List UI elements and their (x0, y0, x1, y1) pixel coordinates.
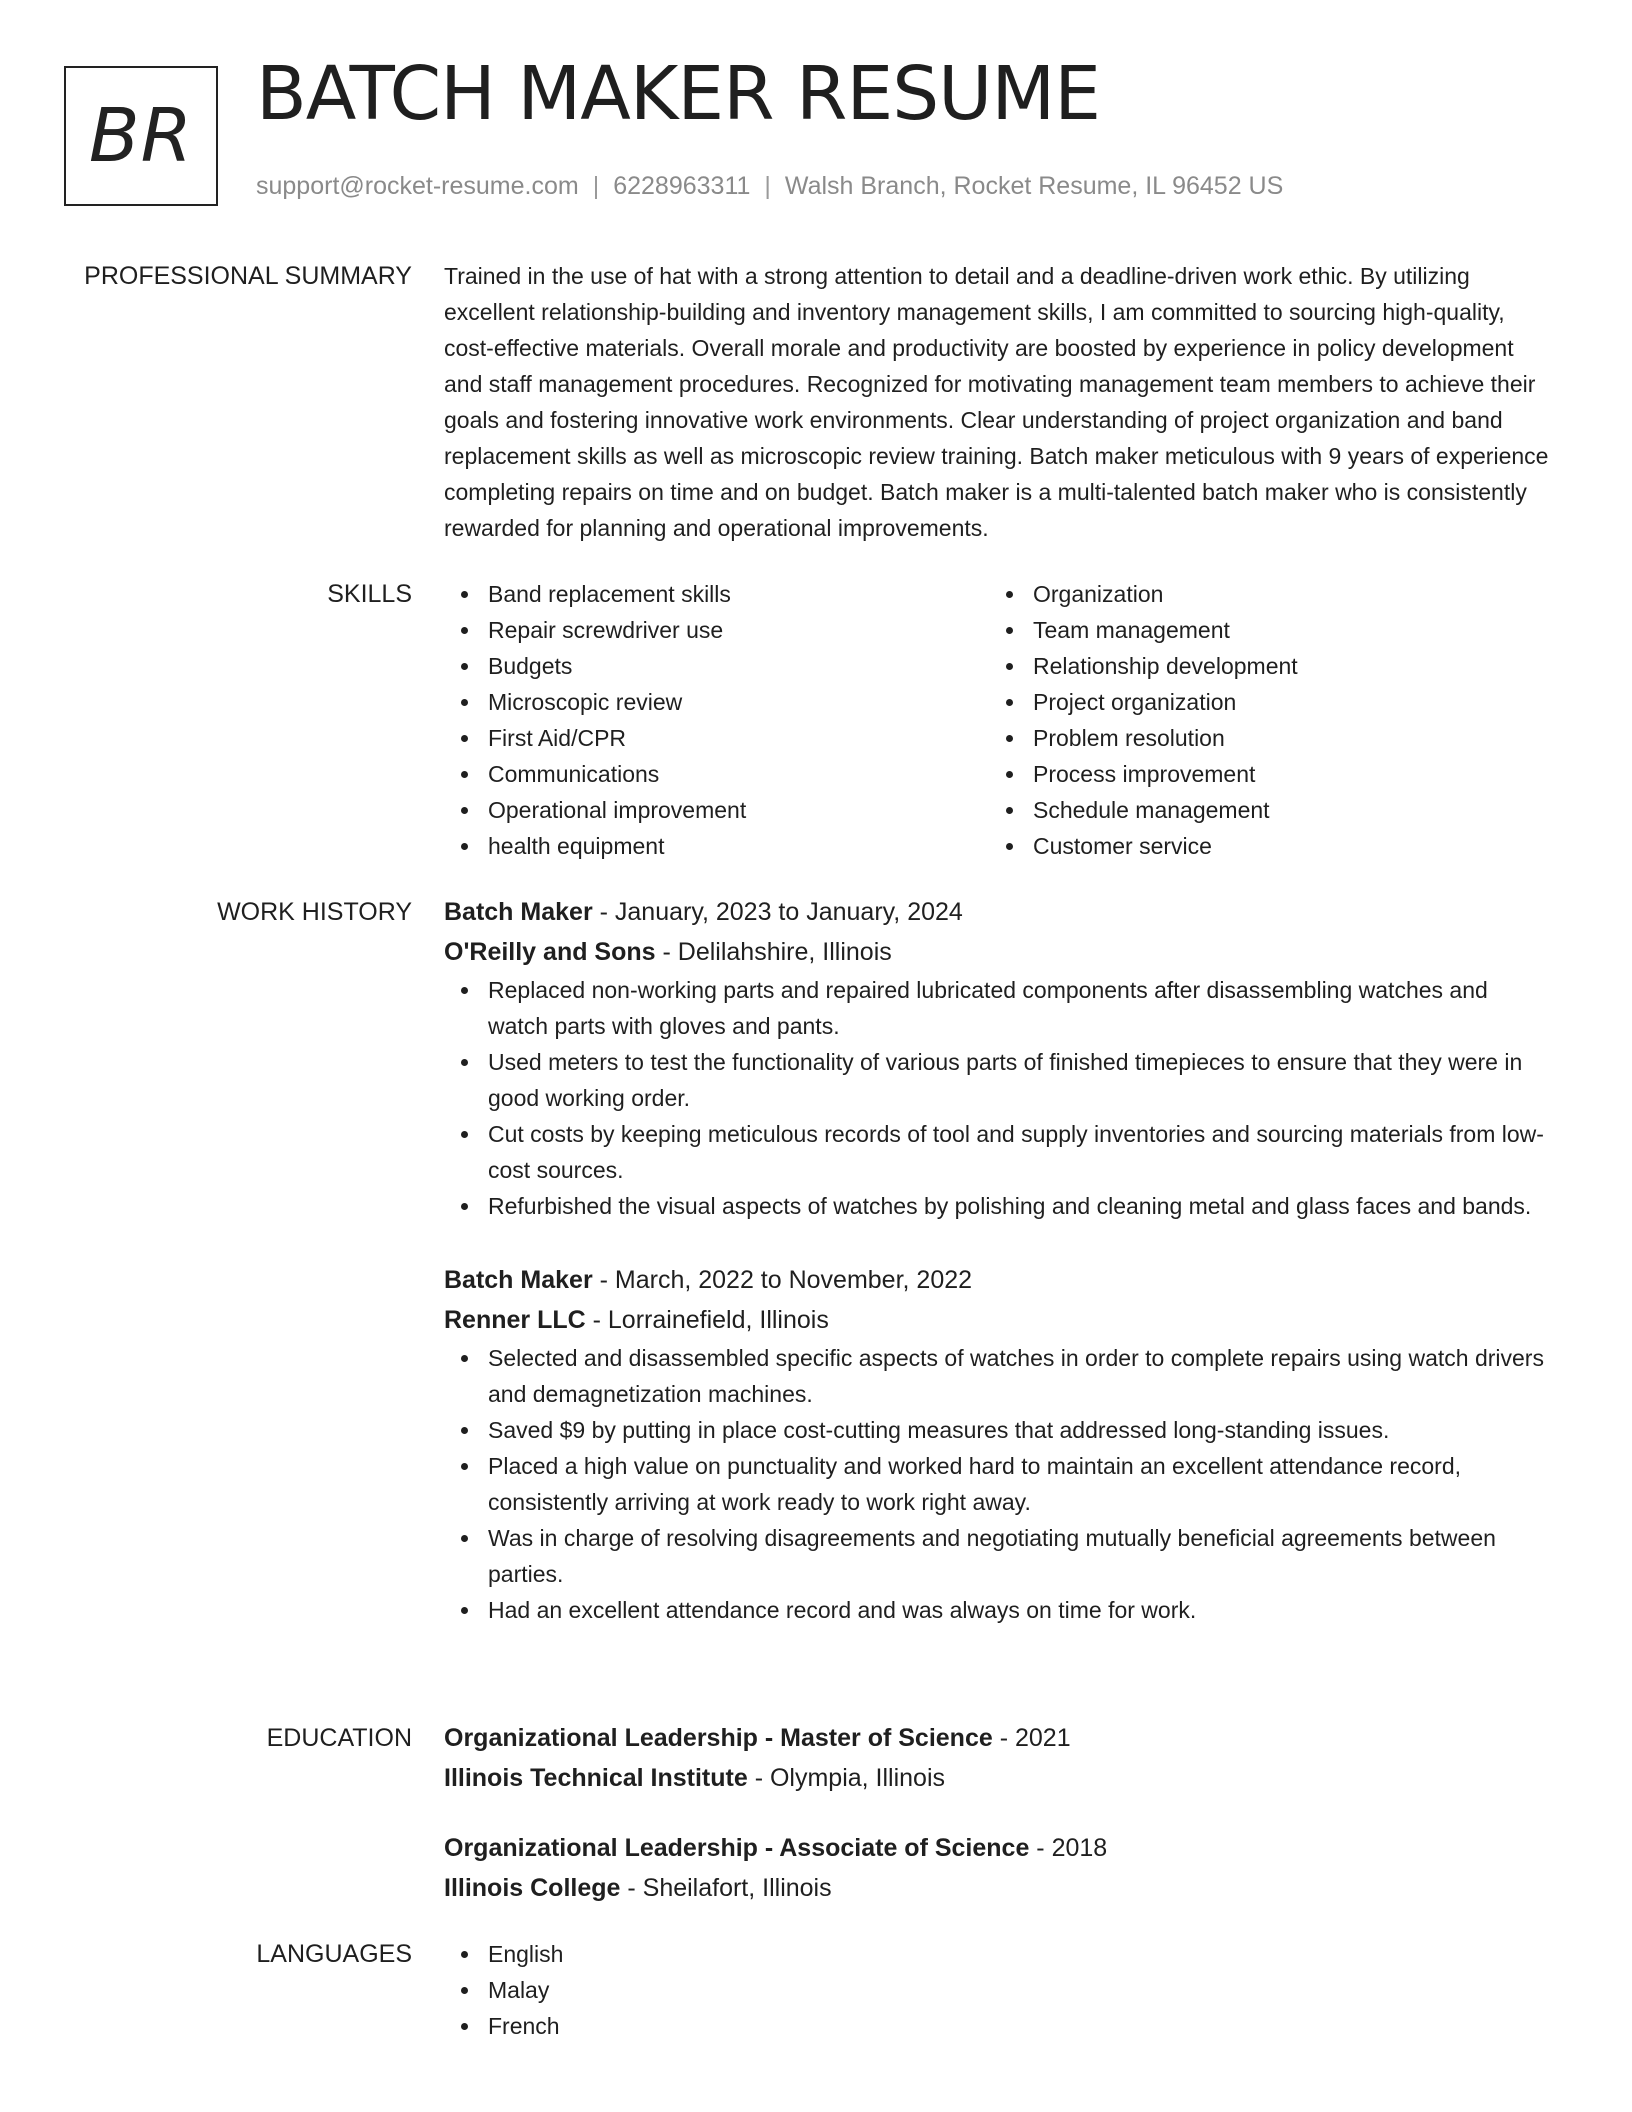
section-body (444, 1936, 1554, 2044)
skill-item: Process improvement (1033, 756, 1534, 792)
language-item: English (488, 1936, 1554, 1972)
skill-item: Microscopic review (488, 684, 989, 720)
job-entry (444, 892, 1554, 1224)
education-year: - 2018 (1029, 1834, 1108, 1862)
monogram-text: BR (88, 93, 194, 179)
job-company-line (444, 1300, 1554, 1340)
section-body (444, 576, 1554, 864)
education-school-line (444, 1758, 1554, 1798)
section-label: LANGUAGES (256, 1940, 412, 1968)
job-entry (444, 1260, 1554, 1628)
skill-item: Band replacement skills (488, 576, 989, 612)
section-label: SKILLS (327, 580, 412, 608)
contact-phone: 6228963311 (613, 172, 751, 200)
job-location: - Lorrainefield, Illinois (585, 1306, 829, 1334)
job-company: O'Reilly and Sons (444, 938, 656, 966)
job-bullet: Replaced non-working parts and repaired lubricated components after disassembling watches and watch parts with gloves and pants. (488, 972, 1554, 1044)
skills-list (444, 576, 989, 864)
job-dates: - March, 2022 to November, 2022 (592, 1266, 973, 1294)
skill-item: Project organization (1033, 684, 1534, 720)
contact-email: support@rocket-resume.com (256, 172, 579, 200)
job-title: Batch Maker (444, 898, 593, 926)
skill-item: Customer service (1033, 828, 1534, 864)
skills-column-right (989, 576, 1534, 864)
skill-item: Organization (1033, 576, 1534, 612)
skill-item: Operational improvement (488, 792, 989, 828)
education-degree-line (444, 1828, 1554, 1868)
job-bullet: Used meters to test the functionality of various parts of finished timepieces to ensure that they were in good working order. (488, 1044, 1554, 1116)
skill-item: Communications (488, 756, 989, 792)
monogram-badge (64, 66, 218, 206)
job-title-line (444, 1260, 1554, 1300)
job-bullet: Was in charge of resolving disagreements and negotiating mutually beneficial agreements between parties. (488, 1520, 1554, 1592)
job-location: - Delilahshire, Illinois (655, 938, 892, 966)
education-degree: Organizational Leadership - Master of Science (444, 1724, 993, 1752)
education-school: Illinois College (444, 1874, 621, 1902)
skill-item: health equipment (488, 828, 989, 864)
job-title: Batch Maker (444, 1266, 593, 1294)
education-degree-line (444, 1718, 1554, 1758)
job-bullet: Refurbished the visual aspects of watches by polishing and cleaning metal and glass faces and bands. (488, 1188, 1554, 1224)
section-label: WORK HISTORY (217, 898, 412, 926)
job-company-line (444, 932, 1554, 972)
education-location: - Olympia, Illinois (747, 1764, 946, 1792)
contact-line (256, 172, 1283, 201)
skill-item: Team management (1033, 612, 1534, 648)
education-school: Illinois Technical Institute (444, 1764, 748, 1792)
section-label: PROFESSIONAL SUMMARY (84, 262, 412, 290)
education-degree: Organizational Leadership - Associate of Science (444, 1834, 1030, 1862)
skill-item: First Aid/CPR (488, 720, 989, 756)
skills-list (989, 576, 1534, 864)
education-entry (444, 1828, 1554, 1908)
job-bullet: Saved $9 by putting in place cost-cutting measures that addressed long-standing issues. (488, 1412, 1554, 1448)
section-label: EDUCATION (266, 1724, 412, 1752)
job-company: Renner LLC (444, 1306, 586, 1334)
contact-address: Walsh Branch, Rocket Resume, IL 96452 US (784, 172, 1284, 200)
contact-separator: | (592, 172, 600, 200)
skills-grid (444, 576, 1554, 864)
section-body (444, 258, 1554, 546)
resume-title: BATCH MAKER RESUME (256, 51, 1100, 137)
skills-column-left (444, 576, 989, 864)
language-item: Malay (488, 1972, 1554, 2008)
language-item: French (488, 2008, 1554, 2044)
skill-item: Problem resolution (1033, 720, 1534, 756)
job-bullet: Selected and disassembled specific aspects of watches in order to complete repairs using watch drivers and demagnetization machines. (488, 1340, 1554, 1412)
education-school-line (444, 1868, 1554, 1908)
skill-item: Schedule management (1033, 792, 1534, 828)
job-bullet-list (444, 1340, 1554, 1628)
summary-text: Trained in the use of hat with a strong attention to detail and a deadline-driven work ethic. By utilizing excellent relationship-building and inventory management skills, I am committed to sourcing high-quality, cost-effective materials. Overall morale and productivity are boosted by experience in policy development and staff management procedures. Recognized for motivating management team members to achieve their goals and fostering innovative work environments. Clear understanding of project organization and band replacement skills as well as microscopic review training. Batch maker meticulous with 9 years of experience completing repairs on time and on budget. Batch maker is a multi-talented batch maker who is consistently rewarded for planning and operational improvements. (444, 263, 1549, 541)
job-dates: - January, 2023 to January, 2024 (592, 898, 963, 926)
languages-list (444, 1936, 1554, 2044)
job-bullet: Had an excellent attendance record and was always on time for work. (488, 1592, 1554, 1628)
contact-separator: | (764, 172, 771, 200)
job-bullet: Cut costs by keeping meticulous records of tool and supply inventories and sourcing materials from low-cost sources. (488, 1116, 1554, 1188)
job-bullet-list (444, 972, 1554, 1224)
education-location: - Sheilafort, Illinois (620, 1874, 832, 1902)
education-entry (444, 1718, 1554, 1798)
skill-item: Repair screwdriver use (488, 612, 989, 648)
section-body (444, 1718, 1554, 1938)
skill-item: Relationship development (1033, 648, 1534, 684)
skill-item: Budgets (488, 648, 989, 684)
section-body (444, 892, 1554, 1664)
job-title-line (444, 892, 1554, 932)
education-year: - 2021 (992, 1724, 1071, 1752)
job-bullet: Placed a high value on punctuality and worked hard to maintain an excellent attendance record, consistently arriving at work ready to work right away. (488, 1448, 1554, 1520)
